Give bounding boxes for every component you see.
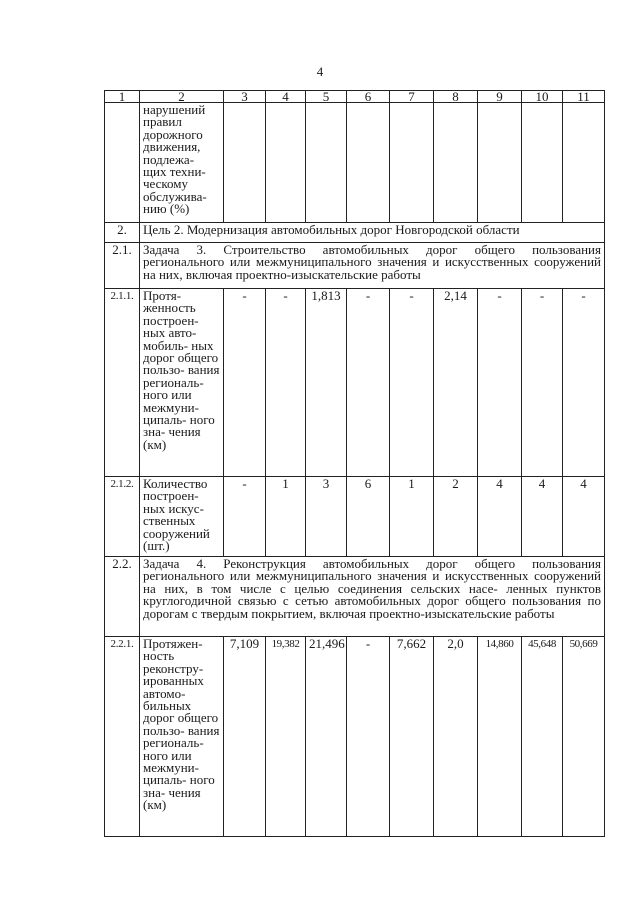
page-number: 4 (316, 64, 324, 79)
value-cell: 7,109 (224, 637, 266, 837)
value-cell (434, 103, 478, 223)
value-cell (563, 103, 605, 223)
value-cell: - (347, 289, 390, 477)
value-cell: - (224, 477, 266, 557)
indicator-row (105, 637, 605, 837)
value-cell (347, 103, 390, 223)
value-cell: - (347, 637, 390, 837)
value-cell: - (266, 289, 306, 477)
value-cell: 6 (347, 477, 390, 557)
row-number (105, 103, 140, 223)
task-title: Задача 4. Реконструкция автомобильных дорог общего пользования регионального или межмуниципального значения и искусственных сооружений на них, в том числе с целью соединения сельских насе- ленных пунктов круглогодичной связью с сетью автомобильных дорог общего пользования по дорогам с твердым покрытием, включая проектно-изыскательские работы (140, 557, 605, 637)
header-cell: 6 (347, 91, 390, 103)
row-number: 2.2. (105, 557, 140, 637)
value-cell: 3 (306, 477, 347, 557)
header-cell: 4 (266, 91, 306, 103)
task-title: Задача 3. Строительство автомобильных дорог общего пользования регионального или межмуниципального значения и искусственных сооружений на них, включая проектно-изыскательские работы (140, 243, 605, 289)
value-cell: - (390, 289, 434, 477)
task-row (105, 243, 605, 289)
header-cell: 7 (390, 91, 434, 103)
row-number: 2. (105, 223, 140, 243)
row-number: 2.1. (105, 243, 140, 289)
indicator-row (105, 477, 605, 557)
value-cell: - (224, 289, 266, 477)
value-cell: 1 (390, 477, 434, 557)
value-cell: 4 (563, 477, 605, 557)
indicator-name: нарушений правил дорожного движения, подлежа- щих техни- ческому обслужива- нию (%) (140, 103, 224, 223)
value-cell: - (563, 289, 605, 477)
header-cell: 3 (224, 91, 266, 103)
goal-row (105, 223, 605, 243)
value-cell: 14,860 (478, 637, 522, 837)
value-cell: 2,0 (434, 637, 478, 837)
header-cell: 11 (563, 91, 605, 103)
value-cell: 2,14 (434, 289, 478, 477)
value-cell: 1 (266, 477, 306, 557)
row-number: 2.1.2. (105, 477, 140, 557)
header-cell: 9 (478, 91, 522, 103)
value-cell: 4 (478, 477, 522, 557)
header-cell: 8 (434, 91, 478, 103)
value-cell: 7,662 (390, 637, 434, 837)
row-number: 2.1.1. (105, 289, 140, 477)
goal-title: Цель 2. Модернизация автомобильных дорог Новгородской области (140, 223, 605, 243)
value-cell: 21,496 (306, 637, 347, 837)
indicator-row (105, 289, 605, 477)
header-cell: 2 (140, 91, 224, 103)
value-cell: - (522, 289, 563, 477)
value-cell (224, 103, 266, 223)
indicator-name: Протяжен- ность реконстру- ированных автомо- бильных дорог общего пользо- вания региональ- ного или межмуни- ципаль- ного зна- чения (км) (140, 637, 224, 837)
value-cell: 45,648 (522, 637, 563, 837)
row-number: 2.2.1. (105, 637, 140, 837)
value-cell (522, 103, 563, 223)
header-cell: 10 (522, 91, 563, 103)
continued-row (105, 103, 605, 223)
value-cell (390, 103, 434, 223)
value-cell: 19,382 (266, 637, 306, 837)
value-cell: 50,669 (563, 637, 605, 837)
indicators-table (104, 90, 605, 837)
value-cell: 1,813 (306, 289, 347, 477)
indicator-name: Протя- женность построен- ных авто- мобиль- ных дорог общего пользо- вания региональ- ного или межмуни- ципаль- ного зна- чения (км) (140, 289, 224, 477)
task-row (105, 557, 605, 637)
value-cell: 4 (522, 477, 563, 557)
value-cell: 2 (434, 477, 478, 557)
value-cell: - (478, 289, 522, 477)
header-row (105, 91, 605, 103)
indicator-name: Количество построен- ных искус- ственных сооружений (шт.) (140, 477, 224, 557)
value-cell (306, 103, 347, 223)
header-cell: 1 (105, 91, 140, 103)
header-cell: 5 (306, 91, 347, 103)
value-cell (478, 103, 522, 223)
value-cell (266, 103, 306, 223)
